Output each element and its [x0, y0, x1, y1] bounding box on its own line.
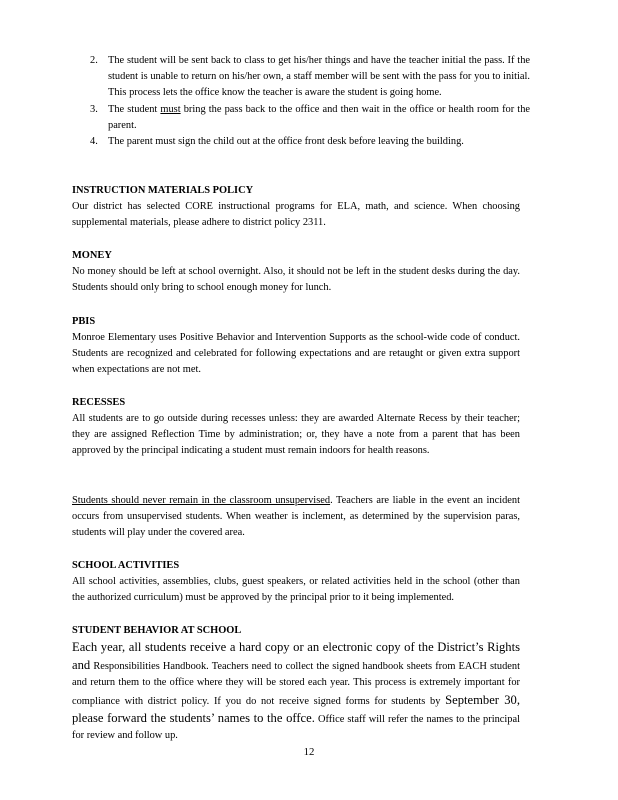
list-item: [90, 134, 530, 150]
section-body: All students are to go outside during recesses unless: they are awarded Alternate Recess by their teacher; they are assigned Reflection Time by administration; or, they have a note from a parent that has been approved by the principal indicating a student must remain indoors for health reasons.: [72, 413, 520, 457]
dismissal-steps-list: [90, 53, 530, 150]
section-money: [72, 248, 520, 296]
section-body: All school activities, assemblies, clubs, guest speakers, or related activities held in the school (other than the authorized curriculum) must be approved by the principal prior to it being implemented.: [72, 576, 520, 604]
list-text: The parent must sign the child out at the office front desk before leaving the building.: [108, 136, 464, 148]
section-recesses: [72, 395, 520, 460]
list-text: The student must bring the pass back to the office and then wait in the office or health room for the parent.: [108, 103, 530, 131]
list-text: The student will be sent back to class to get his/her things and have the teacher initial the pass. If the student is unable to return on his/her own, a staff member will be sent with the pass for you to initial. This process lets the office know the teacher is aware the student is going home.: [108, 55, 530, 99]
section-heading: INSTRUCTION MATERIALS POLICY: [72, 185, 254, 196]
section-heading: PBIS: [72, 316, 96, 327]
section-school-activities: [72, 558, 520, 606]
list-item: [90, 102, 530, 134]
list-number: 3.: [90, 103, 98, 115]
section-heading: MONEY: [72, 250, 112, 261]
section-heading: RECESSES: [72, 397, 126, 408]
list-number: 2.: [90, 55, 98, 66]
section-body: Monroe Elementary uses Positive Behavior and Intervention Supports as the school-wide code of conduct. Students are recognized and celebrated for following expectations and are retaught or given extra support when expectations are not met.: [72, 332, 520, 376]
recesses-supervision-paragraph: [72, 493, 520, 542]
section-heading: STUDENT BEHAVIOR AT SCHOOL: [72, 625, 242, 636]
list-item: [90, 53, 530, 102]
section-instruction-materials: [72, 183, 520, 231]
section-body: Each year, all students receive a hard copy or an electronic copy of the District’s Rights and Responsibilities Handbook. Teachers need to collect the signed handbook sheets from EACH student and return them to the office where they will be stored each year. This process is extremely important for compliance with district policy. If you do not receive signed forms for students by September 30, please forward the students’ names to the offce. Office staff will refer the names to the principal for review and follow up.: [72, 640, 520, 742]
page-number: 12: [303, 746, 315, 758]
section-body: Our district has selected CORE instructional programs for ELA, math, and science. When choosing supplemental materials, please adhere to district policy 2311.: [72, 201, 520, 229]
supervision-warning: Students should never remain in the classroom unsupervised: [72, 495, 331, 506]
section-student-behavior: [72, 623, 520, 744]
section-body: Students should never remain in the classroom unsupervised. Teachers are liable in the event an incident occurs from unsupervised students. When weather is inclement, as determined by the supervision paras, students will play under the covered area.: [72, 495, 520, 539]
section-heading: SCHOOL ACTIVITIES: [72, 560, 180, 571]
section-pbis: [72, 314, 520, 379]
section-body: No money should be left at school overnight. Also, it should not be left in the student desks during the day. Students should only bring to school enough money for lunch.: [72, 266, 520, 294]
emphasis-must: must: [160, 103, 181, 115]
list-number: 4.: [90, 136, 98, 148]
